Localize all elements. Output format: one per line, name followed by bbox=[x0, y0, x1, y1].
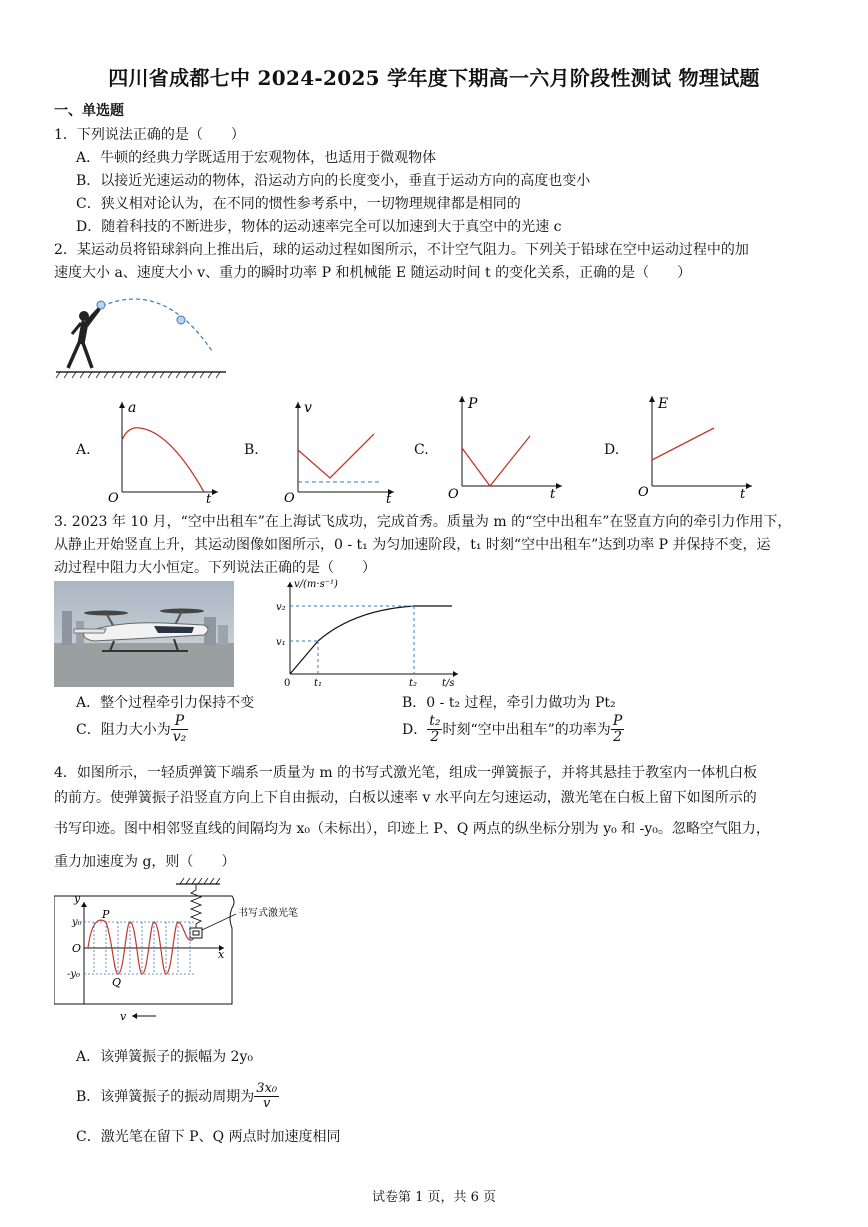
q3-option-d bbox=[402, 714, 624, 744]
q4-diagram-pen-label: 书写式激光笔 bbox=[238, 908, 298, 919]
q4-diagram-y0: y₀ bbox=[72, 917, 82, 928]
q1-option-a: A．牛顿的经典力学既适用于宏观物体，也适用于微观物体 bbox=[76, 150, 437, 166]
q1-option-c: C．狭义相对论认为，在不同的惯性参考系中，一切物理规律都是相同的 bbox=[76, 196, 521, 212]
q3-option-c-fraction bbox=[171, 714, 189, 744]
q2-graph-b-origin: O bbox=[284, 491, 295, 504]
q2-option-c-label: C. bbox=[414, 442, 429, 458]
q2-option-b-label: B. bbox=[244, 442, 259, 458]
q3-graph-v1: v₁ bbox=[276, 637, 286, 648]
q2-option-d-label: D. bbox=[604, 442, 620, 458]
q2-graph-d bbox=[634, 390, 758, 502]
q2-graph-a bbox=[104, 396, 224, 504]
q4-option-b-fraction bbox=[254, 1082, 279, 1110]
page-title: 四川省成都七中 2024-2025 学年度下期高一六月阶段性测试 物理试题 bbox=[108, 66, 760, 90]
q3-option-d-num1: t₂ bbox=[429, 713, 441, 729]
section-heading: 一、单选题 bbox=[54, 103, 124, 119]
q1-option-d: D．随着科技的不断进步，物体的运动速率完全可以加速到大于真空中的光速 c bbox=[76, 219, 562, 235]
q3-graph-t1: t₁ bbox=[314, 678, 323, 689]
q3-graph-xlabel: t/s bbox=[442, 678, 455, 689]
q3-graph-origin: 0 bbox=[284, 678, 291, 689]
q4-option-b-num: 3x₀ bbox=[256, 1081, 278, 1096]
q1-stem: 1．下列说法正确的是（ ） bbox=[54, 127, 245, 143]
q4-spring-diagram bbox=[54, 878, 344, 1024]
q3-option-c-den: v₂ bbox=[172, 728, 187, 745]
air-taxi-photo bbox=[54, 581, 234, 687]
q3-graph-t2: t₂ bbox=[409, 678, 418, 689]
q2-option-a-label: A. bbox=[76, 442, 91, 458]
q4-diagram-x: x bbox=[218, 948, 225, 961]
q2-graph-b-ylabel: v bbox=[304, 400, 312, 416]
q2-graph-d-xlabel: t bbox=[740, 487, 746, 502]
q4-stem-line1: 4．如图所示，一轻质弹簧下端系一质量为 m 的书写式激光笔，组成一弹簧振子，并将其悬挂于教室内一体机白板 bbox=[54, 765, 758, 781]
q2-graph-a-xlabel: t bbox=[206, 492, 212, 504]
q3-option-d-fraction2 bbox=[611, 714, 624, 744]
q3-graph-ylabel: v/(m·s⁻¹) bbox=[294, 579, 338, 590]
q3-option-d-prefix: D． bbox=[402, 722, 428, 739]
q4-option-c: C．激光笔在留下 P、Q 两点时加速度相同 bbox=[76, 1129, 341, 1145]
q4-diagram-Q: Q bbox=[112, 976, 122, 989]
q3-option-d-num2: P bbox=[612, 713, 623, 729]
q3-stem-line2: 从静止开始竖直上升，其运动图像如图所示，0 - t₁ 为匀加速阶段，t₁ 时刻“空中出租车”达到功率 P 并保持不变，运 bbox=[54, 537, 771, 553]
q3-stem-line3: 动过程中阻力大小恒定。下列说法正确的是（ ） bbox=[54, 560, 376, 576]
q2-graph-b-xlabel: t bbox=[386, 492, 392, 504]
q3-vt-graph bbox=[276, 576, 466, 690]
q3-option-c-num: P bbox=[171, 714, 189, 730]
q3-option-d-text: 时刻“空中出租车”的功率为 bbox=[442, 722, 611, 739]
q2-graph-d-origin: O bbox=[638, 485, 649, 500]
q1-option-b: B．以接近光速运动的物体，沿运动方向的长度变小，垂直于运动方向的高度也变小 bbox=[76, 173, 591, 189]
q2-graph-a-origin: O bbox=[108, 491, 119, 504]
q3-option-a: A．整个过程牵引力保持不变 bbox=[76, 695, 255, 711]
q4-option-b bbox=[76, 1082, 279, 1110]
q3-stem-line1: 3. 2023 年 10 月，“空中出租车”在上海试飞成功，完成首秀。质量为 m 的“空中出租车”在竖直方向的牵引力作用下， bbox=[54, 514, 792, 530]
q2-stem-line1: 2．某运动员将铅球斜向上推出后，球的运动过程如图所示，不计空气阻力。下列关于铅球在空中运动过程中的加 bbox=[54, 242, 749, 258]
q3-option-d-den2: 2 bbox=[613, 728, 622, 745]
q2-graph-b bbox=[280, 396, 400, 504]
q2-graph-c-ylabel: P bbox=[468, 396, 478, 412]
q2-graph-d-ylabel: E bbox=[658, 396, 669, 412]
q2-graph-c-xlabel: t bbox=[550, 487, 556, 502]
q3-option-c bbox=[76, 714, 188, 744]
q4-diagram-y: y bbox=[74, 892, 81, 905]
q4-diagram-neg-y0: -y₀ bbox=[67, 969, 81, 980]
q4-option-a: A．该弹簧振子的振幅为 2y₀ bbox=[76, 1049, 253, 1065]
q2-graph-c-origin: O bbox=[448, 487, 459, 502]
q4-stem-line4: 重力加速度为 g，则（ ） bbox=[54, 854, 236, 870]
page-footer: 试卷第 1 页，共 6 页 bbox=[371, 1190, 497, 1205]
q2-stem-line2: 速度大小 a、速度大小 v、重力的瞬时功率 P 和机械能 E 随运动时间 t 的变化关系，正确的是（ ） bbox=[54, 265, 692, 281]
q2-graph-a-ylabel: a bbox=[128, 400, 137, 416]
q4-option-b-den: v bbox=[263, 1095, 271, 1111]
shot-put-figure bbox=[54, 288, 234, 380]
q4-diagram-v: v bbox=[120, 1010, 127, 1023]
q2-graph-c bbox=[444, 390, 568, 502]
q4-stem-line2: 的前方。使弹簧振子沿竖直方向上下自由振动，白板以速率 v 水平向左匀速运动，激光笔在白板上留下如图所示的 bbox=[54, 790, 757, 806]
q3-option-d-fraction1 bbox=[427, 714, 442, 744]
q3-graph-v2: v₂ bbox=[276, 602, 286, 613]
q4-diagram-P: P bbox=[102, 908, 110, 921]
q4-option-b-text: B．该弹簧振子的振动周期为 bbox=[76, 1089, 255, 1106]
q3-option-b: B．0 - t₂ 过程，牵引力做功为 Pt₂ bbox=[402, 695, 616, 711]
q3-option-c-text: C．阻力大小为 bbox=[76, 722, 171, 739]
q3-option-d-den1: 2 bbox=[430, 728, 440, 745]
q4-stem-line3: 书写印迹。图中相邻竖直线的间隔均为 x₀（未标出），印迹上 P、Q 两点的纵坐标分别为 y₀ 和 -y₀。忽略空气阻力， bbox=[54, 821, 770, 837]
q4-diagram-O: O bbox=[72, 942, 82, 955]
